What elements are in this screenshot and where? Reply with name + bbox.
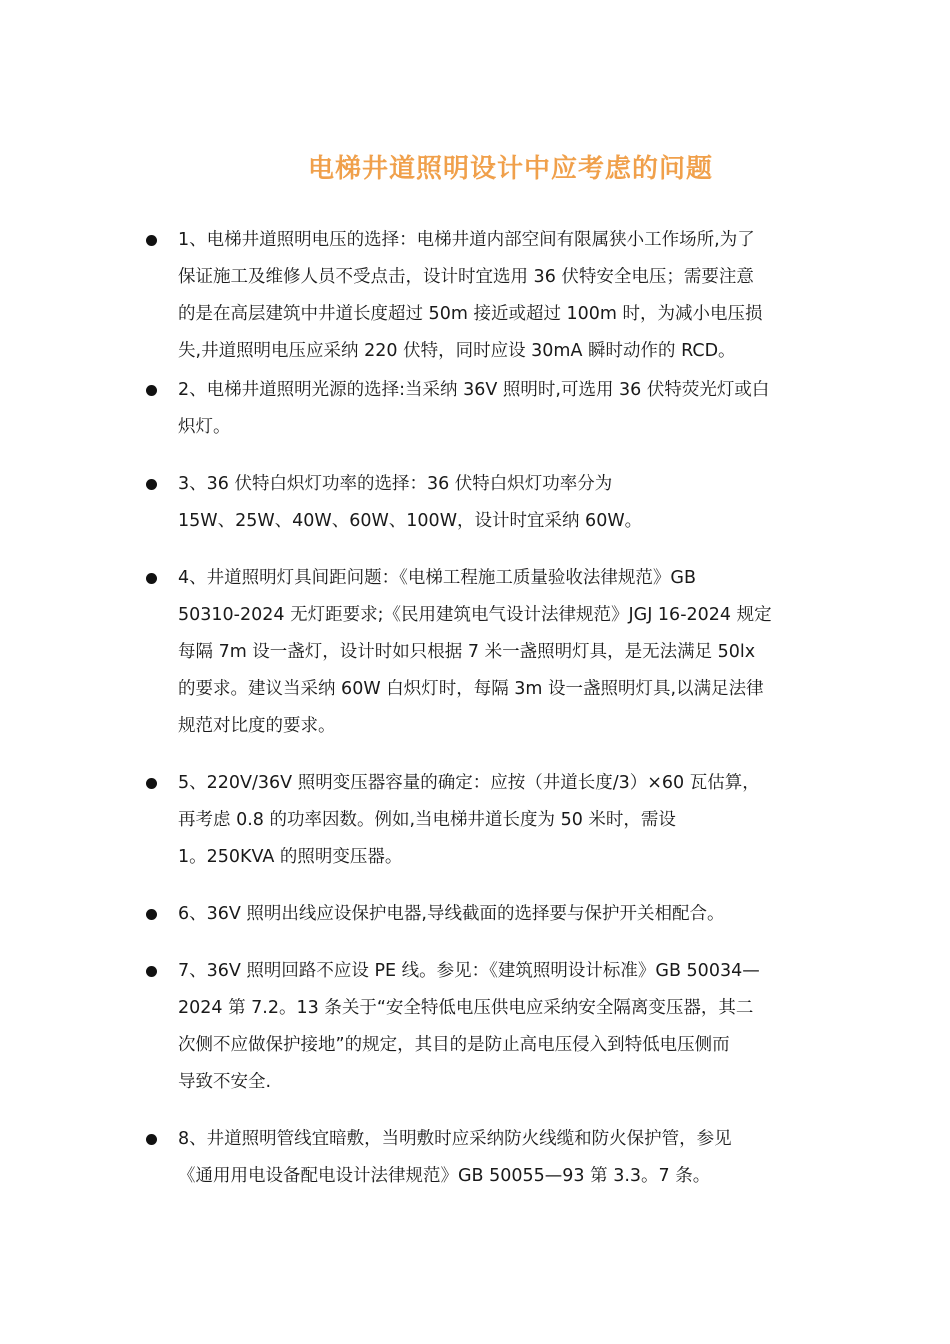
item-4-line-4: 的要求。建议当采纳 60W 白炽灯时，每隔 3m 设一盏照明灯具,以满足法律 (178, 679, 764, 699)
item-7-line-3: 次侧不应做保护接地”的规定，其目的是防止高电压侵入到特低电压侧而 (178, 1035, 730, 1055)
item-6-line-1: 6、36V 照明出线应设保护电器,导线截面的选择要与保护开关相配合。 (178, 904, 725, 924)
list-item-8 (140, 1121, 820, 1195)
item-4-line-2: 50310-2024 无灯距要求;《民用建筑电气设计法律规范》JGJ 16-2024 规定 (178, 605, 772, 625)
list-item-1 (140, 222, 820, 370)
bullet-icon (146, 385, 157, 396)
list-item-5 (140, 765, 820, 876)
item-7-line-1: 7、36V 照明回路不应设 PE 线。参见：《建筑照明设计标准》GB 50034— (178, 961, 760, 981)
bullet-icon (146, 479, 157, 490)
list-item-6 (140, 896, 820, 933)
bullet-icon (146, 235, 157, 246)
item-5-line-3: 1。250KVA 的照明变压器。 (178, 847, 403, 867)
item-1-line-4: 失,井道照明电压应采纳 220 伏特，同时应设 30mA 瞬时动作的 RCD。 (178, 341, 736, 361)
bullet-icon (146, 573, 157, 584)
item-7-line-4: 导致不安全. (178, 1072, 272, 1092)
item-2-line-1: 2、电梯井道照明光源的选择:当采纳 36V 照明时,可选用 36 伏特荧光灯或白 (178, 380, 770, 400)
list-item-7 (140, 953, 820, 1101)
item-3-line-1: 3、36 伏特白炽灯功率的选择：36 伏特白炽灯功率分为 (178, 474, 613, 494)
item-4-line-3: 每隔 7m 设一盏灯，设计时如只根据 7 米一盏照明灯具，是无法满足 50lx (178, 642, 756, 662)
bullet-icon (146, 778, 157, 789)
list-item-4 (140, 560, 820, 745)
bullet-icon (146, 1134, 157, 1145)
item-4-line-5: 规范对比度的要求。 (178, 716, 336, 736)
item-3-line-2: 15W、25W、40W、60W、100W，设计时宜采纳 60W。 (178, 511, 643, 531)
item-1-line-3: 的是在高层建筑中井道长度超过 50m 接近或超过 100m 时，为减小电压损 (178, 304, 763, 324)
item-2-line-2: 炽灯。 (178, 417, 231, 437)
item-list (140, 222, 820, 1195)
item-7-line-2: 2024 第 7.2。13 条关于“安全特低电压供电应采纳安全隔离变压器，其二 (178, 998, 754, 1018)
item-1-line-2: 保证施工及维修人员不受点击，设计时宜选用 36 伏特安全电压；需要注意 (178, 267, 754, 287)
bullet-icon (146, 966, 157, 977)
item-8-line-1: 8、井道照明管线宜暗敷，当明敷时应采纳防火线缆和防火保护管，参见 (178, 1129, 732, 1149)
item-1-line-1: 1、电梯井道照明电压的选择：电梯井道内部空间有限属狭小工作场所,为了 (178, 230, 755, 250)
list-item-3 (140, 466, 820, 540)
bullet-icon (146, 909, 157, 920)
page-title: 电梯井道照明设计中应考虑的问题 (308, 154, 714, 184)
item-8-line-2: 《通用用电设备配电设计法律规范》GB 50055—93 第 3.3。7 条。 (178, 1166, 711, 1186)
list-item-2 (140, 372, 820, 446)
item-4-line-1: 4、井道照明灯具间距问题：《电梯工程施工质量验收法律规范》GB (178, 568, 696, 588)
item-5-line-2: 再考虑 0.8 的功率因数。例如,当电梯井道长度为 50 米时，需设 (178, 810, 676, 830)
item-5-line-1: 5、220V/36V 照明变压器容量的确定：应按（井道长度/3）×60 瓦估算， (178, 773, 760, 793)
